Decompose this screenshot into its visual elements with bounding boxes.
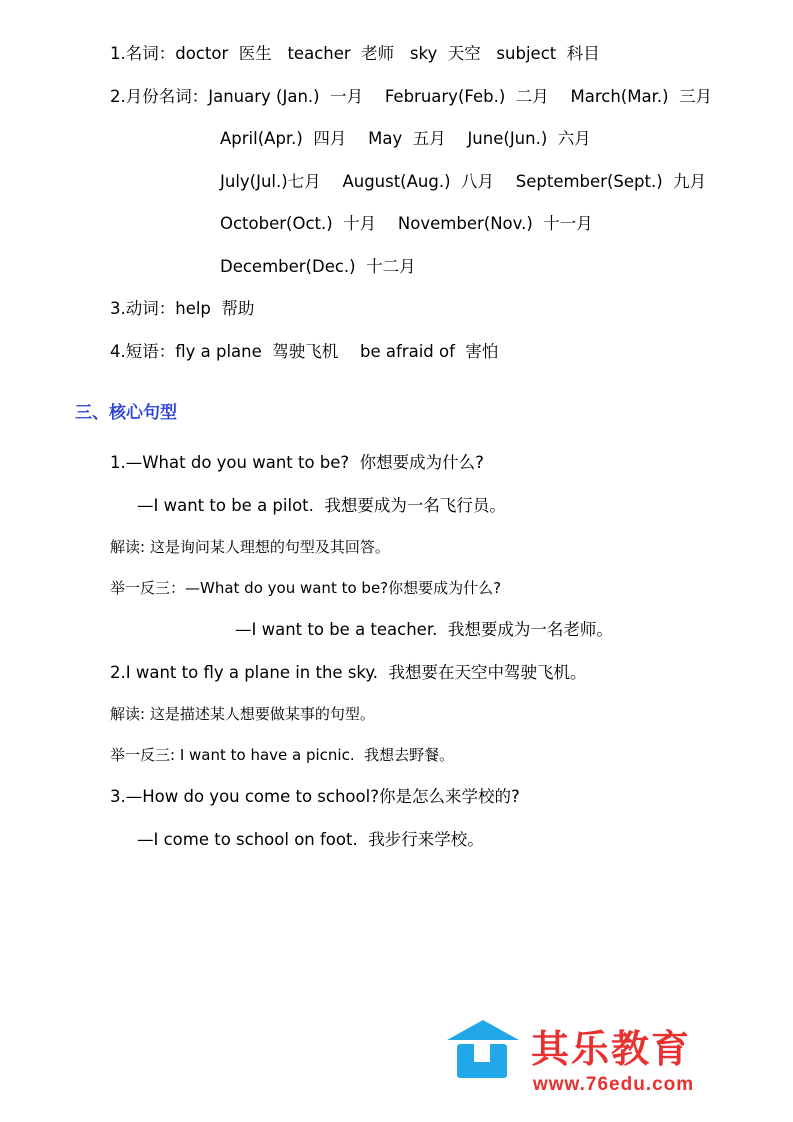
watermark-logo <box>443 1018 763 1104</box>
watermark-brand: 其乐教育 <box>531 1027 692 1071</box>
vocab-months-row-4 <box>60 216 733 233</box>
sentence-item-1-question: 1.—What do you want to be? 你想要成为什么? <box>110 453 484 472</box>
vocab-months-row <box>60 86 733 106</box>
vocab-phrases-line: 4.短语：fly a plane 驾驶飞机 be afraid of 害怕 <box>110 341 499 361</box>
section-heading-row <box>60 404 733 421</box>
sentence-item-1-answer-row <box>60 495 733 515</box>
sentence-item-3-answer-row <box>60 829 733 849</box>
watermark-url: www.76edu.com <box>533 1074 695 1095</box>
sentence-item-2-text: 2.I want to fly a plane in the sky. 我想要在天空中驾驶飞机。 <box>110 662 587 682</box>
sentence-item-2-note-row <box>60 707 733 722</box>
vocab-months-row-5 <box>60 256 733 276</box>
vocab-nouns-row <box>60 46 733 63</box>
vocab-nouns-line: 1.名词：doctor 医生 teacher 老师 sky 天空 subject 科目 <box>110 44 600 63</box>
sentence-item-3-answer: —I come to school on foot. 我步行来学校。 <box>137 829 484 849</box>
sentence-item-1-extra-question-row <box>60 581 733 596</box>
sentence-item-1-extra-question: 举一反三：—What do you want to be?你想要成为什么? <box>110 579 502 597</box>
sentence-item-3-question-row <box>60 789 733 806</box>
sentence-item-1-note: 解读: 这是询问某人理想的句型及其回答。 <box>110 538 390 556</box>
vocab-months-line-1: 2.月份名词：January (Jan.) 一月 February(Feb.) 二月 March(Mar.) 三月 <box>110 86 713 106</box>
sentence-item-1-note-row <box>60 540 733 555</box>
sentence-item-1-extra-answer: —I want to be a teacher. 我想要成为一名老师。 <box>235 620 613 639</box>
vocab-months-row-2 <box>60 131 733 148</box>
vocab-verbs-row <box>60 301 733 318</box>
vocab-months-line-2: April(Apr.) 四月 May 五月 June(Jun.) 六月 <box>220 129 591 148</box>
sentence-item-2-extra-row <box>60 748 733 763</box>
sentence-item-2-row <box>60 662 733 682</box>
vocab-months-line-5: December(Dec.) 十二月 <box>220 256 416 276</box>
section-heading-core-sentences: 三、核心句型 <box>75 403 177 422</box>
sentence-item-1-question-row <box>60 455 733 472</box>
vocab-months-row-3 <box>60 171 733 191</box>
sentence-item-1-extra-answer-row <box>60 622 733 639</box>
vocab-months-line-4: October(Oct.) 十月 November(Nov.) 十一月 <box>220 214 593 233</box>
graduation-cap-icon <box>443 1020 521 1082</box>
sentence-item-3-question: 3.—How do you come to school?你是怎么来学校的? <box>110 787 520 806</box>
sentence-item-2-note: 解读: 这是描述某人想要做某事的句型。 <box>110 705 375 723</box>
sentence-item-2-extra: 举一反三: I want to have a picnic. 我想去野餐。 <box>110 746 455 764</box>
sentence-item-1-answer: —I want to be a pilot. 我想要成为一名飞行员。 <box>137 495 506 515</box>
vocab-verbs-line: 3.动词：help 帮助 <box>110 299 255 318</box>
vocab-phrases-row <box>60 341 733 361</box>
vocab-months-line-3: July(Jul.)七月 August(Aug.) 八月 September(Sept.) 九月 <box>220 171 707 191</box>
